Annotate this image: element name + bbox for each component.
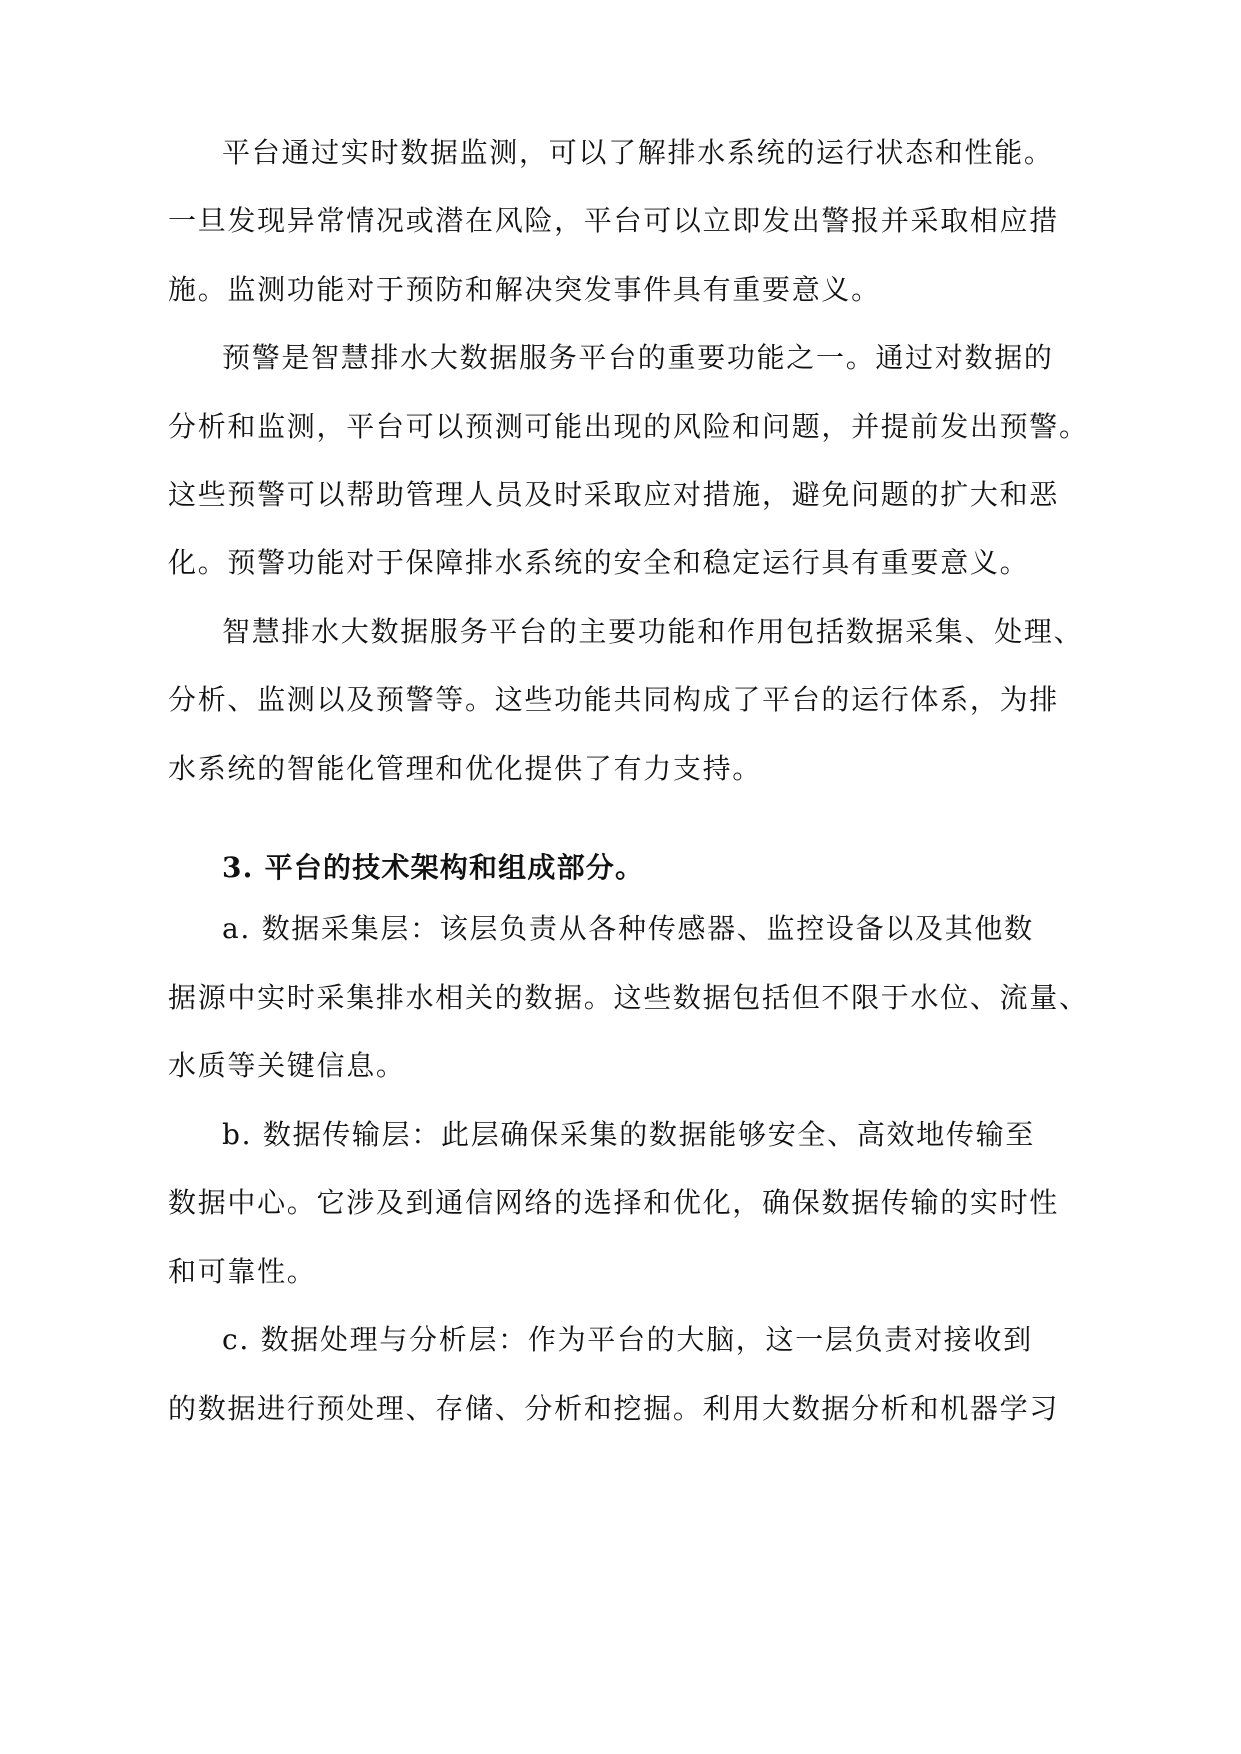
text-line: 施。监测功能对于预防和解决突发事件具有重要意义。 xyxy=(168,273,881,306)
text-line: 这些预警可以帮助管理人员及时采取应对措施，避免问题的扩大和恶 xyxy=(168,478,1060,511)
text-line: 的数据进行预处理、存储、分析和挖掘。利用大数据分析和机器学习 xyxy=(168,1392,1060,1425)
text-line: 分析和监测，平台可以预测可能出现的风险和问题，并提前发出预警。 xyxy=(168,410,1089,443)
text-line: 水质等关键信息。 xyxy=(168,1049,406,1082)
text-line: 数据中心。它涉及到通信网络的选择和优化，确保数据传输的实时性 xyxy=(168,1186,1060,1219)
text-line: 智慧排水大数据服务平台的主要功能和作用包括数据采集、处理、 xyxy=(222,615,1084,648)
text-line: 一旦发现异常情况或潜在风险，平台可以立即发出警报并采取相应措 xyxy=(168,204,1060,237)
text-line: b. 数据传输层：此层确保采集的数据能够安全、高效地传输至 xyxy=(222,1118,1036,1151)
text-line: 和可靠性。 xyxy=(168,1255,317,1288)
text-line: 据源中实时采集排水相关的数据。这些数据包括但不限于水位、流量、 xyxy=(168,981,1089,1014)
text-line: a. 数据采集层：该层负责从各种传感器、监控设备以及其他数 xyxy=(222,912,1034,945)
text-line: 预警是智慧排水大数据服务平台的重要功能之一。通过对数据的 xyxy=(222,341,1054,374)
text-line: c. 数据处理与分析层：作为平台的大脑，这一层负责对接收到 xyxy=(222,1323,1033,1356)
text-line: 平台通过实时数据监测，可以了解排水系统的运行状态和性能。 xyxy=(222,136,1054,169)
text-line: 化。预警功能对于保障排水系统的安全和稳定运行具有重要意义。 xyxy=(168,546,1030,579)
section-heading: 3. 平台的技术架构和组成部分。 xyxy=(222,851,645,884)
text-line: 水系统的智能化管理和优化提供了有力支持。 xyxy=(168,752,763,785)
text-line: 分析、监测以及预警等。这些功能共同构成了平台的运行体系，为排 xyxy=(168,683,1060,716)
